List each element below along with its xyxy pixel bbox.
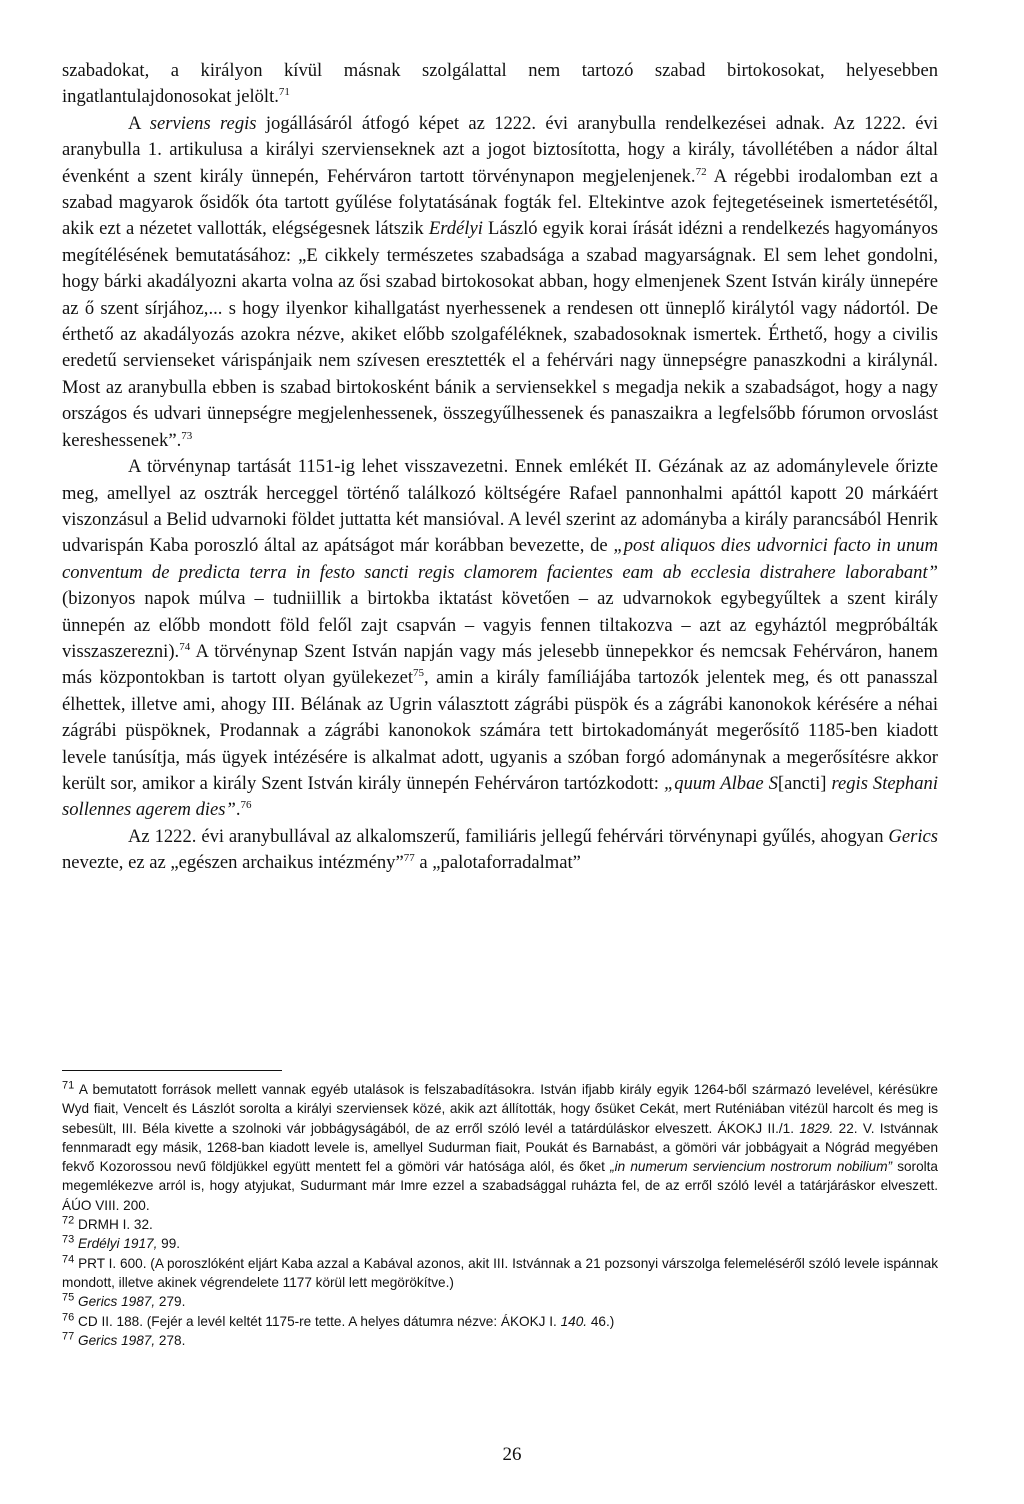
text-run: A bemutatott források mellett vannak egyéb utalások is felszabadításokra. István ifjabb király egyik 1264-ből származó levelével, kérésükre Wyd fiait, Vencelt és Lászlót sorolta a királyi szerviensek közé, akik azt állították, hogy ősüket Cekát, mert Ruténiában vitézül harcolt és meg is sebesült, III. Béla kivette a szolnoki vár jobbágyságából, de az erről szóló levél a tatárdúláskor elveszett. ÁKOKJ II./1. xyxy=(62,1082,938,1136)
footnote xyxy=(62,1312,938,1331)
footnote-ref: 73 xyxy=(181,429,193,442)
footnote xyxy=(62,1254,938,1293)
italic-text: „in numerum serviencium nostrorum nobilium” xyxy=(610,1159,893,1175)
text-run: CD II. 188. (Fejér a levél keltét 1175-re tette. A helyes dátumra nézve: ÁKOKJ I. xyxy=(74,1313,561,1329)
footnote xyxy=(62,1234,938,1253)
text-run: nevezte, ez az „egészen archaikus intézmény” xyxy=(62,852,404,874)
footnote-ref: 72 xyxy=(62,1214,75,1227)
footnote-ref: 75 xyxy=(413,667,425,680)
footnote-separator xyxy=(62,1070,282,1071)
footnote-ref: 74 xyxy=(179,640,191,653)
footnote-ref: 71 xyxy=(62,1079,75,1092)
paragraph xyxy=(62,111,938,454)
body-text xyxy=(62,58,938,877)
italic-text: Gerics 1987, xyxy=(78,1294,156,1310)
page-number: 26 xyxy=(502,1444,522,1465)
text-run: Az 1222. évi aranybullával az alkalomszerű, familiáris jellegű fehérvári törvénynapi gyűlés, ahogyan xyxy=(128,825,889,847)
footnote xyxy=(62,1080,938,1215)
text-run: A törvénynap tartását 1151-ig lehet visszavezetni. Ennek emlékét II. Gézának az az adománylevele őrizte meg, amellyel az osztrák herceggel történő találkozó költségére Rafael pannonhalmi apáttól kapott 20 márkáért viszonzásul a Belid udvarnoki földet juttatta két mansióval. A levél szerint az adományba a király parancsából Henrik udvarispán Kaba poroszló által az apátságot már korábban bevezette, de xyxy=(62,456,938,557)
text-run: 278. xyxy=(155,1332,186,1348)
footnote-ref: 77 xyxy=(62,1330,75,1343)
italic-text: Erdélyi 1917, xyxy=(78,1236,158,1252)
text-run: [ancti] xyxy=(777,772,832,794)
footnote-ref: 74 xyxy=(62,1253,75,1266)
footnote-ref: 77 xyxy=(403,852,415,864)
paragraph xyxy=(62,824,938,877)
text-run: . xyxy=(235,799,241,821)
italic-text: Erdélyi xyxy=(428,218,483,240)
italic-text: „quum Albae S xyxy=(663,772,778,794)
text-run: László egyik korai írását idézni a rendelkezés hagyományos megítélésének bemutatásához: „E cikkely természetes szabadsága a szabad magyarságnak. El sem lehet gondolni, hogy bárki akadályozni akarta volna az ősi szabad birtokosokat abban, hogy elmenjenek Szent István király ünnepére az ő szent sírjához,... s hogy ilyenkor kihallgatást nyerhessenek a rendesen ott ünneplő királytól vagy nádortól. De érthető az akadályozás azokra nézve, akiket előbb szolgaféléknek, szabadosoknak ismertek. Érthető, hogy a civilis eredetű servienseket várispánjaik nem szívesen eresztették el a fehérvári nagy ünnepségre panaszkodni a királynál. Most az aranybulla ebben is szabad birtokosként bánik a serviensekkel s megadja nekik a szabadságot, hogy a nagy országos és udvari ünnepségre megjelenhessenek, összegyűlhessenek és panaszaikra a legfelsőbb fórumon orvoslást kereshessenek”. xyxy=(62,218,939,451)
footnote-ref: 75 xyxy=(62,1291,75,1304)
text-run: 22. V. Istvánnak fennmaradt egy másik, 1268-ban kiadott levele is, amellyel Sudurman fiait, Poukát és Barnabást, a gömöri vár jobbágyait a Nógrád megyében fekvő Kozorossou nevű földjükkel együtt mentett fel a gömöri vár hatósága alól, és őket xyxy=(62,1120,938,1175)
text-run: 99. xyxy=(157,1236,181,1252)
italic-text: serviens regis xyxy=(149,112,257,134)
text-run: PRT I. 600. (A poroszlóként eljárt Kaba azzal a Kabával azonos, akit III. Istvánnak a 21 pozsonyi várszolga felemeléséről szóló levele ispánnak mondott, illetve akinek végrendelete 1177 körül lett megörökítve.) xyxy=(62,1255,938,1290)
footnote-ref: 71 xyxy=(278,86,290,99)
footnote xyxy=(62,1292,938,1311)
text-run: sorolta megemlékezve arról is, hogy atyjukat, Sudurmant már Imre ezzel a szabadsággal ruházta fel, de az erről szóló levél a tatárjáráskor elveszett. ÁÚO VIII. 200. xyxy=(62,1159,938,1213)
text-run: (bizonyos napok múlva – tudniillik a birtokba iktatást követően – az udvarnokok egybegyűltek a szent király ünnepén az előbb mondott föld felől zajt csapván – vagyis fennen tiltakozva – azt az egyháztól megpróbálták visszaszerezni). xyxy=(62,588,938,662)
italic-text: regis Stephani sollennes agerem dies” xyxy=(62,772,938,821)
text-run: 279. xyxy=(155,1294,186,1310)
paragraph xyxy=(62,58,938,111)
footnotes xyxy=(62,1080,938,1350)
italic-text: Gerics 1987, xyxy=(78,1332,156,1348)
footnote-ref: 73 xyxy=(62,1233,75,1246)
paragraph xyxy=(62,454,938,824)
footnote-ref: 76 xyxy=(240,799,252,812)
text-run: DRMH I. 32. xyxy=(74,1217,153,1233)
text-run: 46.) xyxy=(587,1313,615,1329)
text-run: a „palotaforradalmat” xyxy=(414,852,581,874)
text-run: A xyxy=(128,112,150,134)
italic-text: „post aliquos dies udvornici facto in unum conventum de predicta terra in festo sancti regis clamorem facientes eam ab ecclesia distrahere laborabant” xyxy=(62,535,939,583)
text-run: A törvénynap Szent István napján vagy más jelesebb ünnepekkor és nemcsak Fehérváron, hanem más központokban is tartott olyan gyülekezet xyxy=(62,640,938,689)
main-text xyxy=(62,58,938,877)
footnote xyxy=(62,1331,938,1350)
italic-text: 140. xyxy=(560,1313,588,1329)
text-run: szabadokat, a királyon kívül másnak szolgálattal nem tartozó szabad birtokosokat, helyesebben ingatlantulajdonosokat jelölt. xyxy=(62,60,938,108)
text-run: A régebbi irodalomban ezt a szabad magyarok ősidők óta tartott gyűlése folytatásának fogták fel. Eltekintve azok fejtegetéseinek ismertetésétől, akik ezt a nézetet vallották, elégségesnek látszik xyxy=(62,165,938,240)
italic-text: Gerics xyxy=(888,825,938,847)
text-run: jogállásáról átfogó képet az 1222. évi aranybulla rendelkezései adnak. Az 1222. évi aranybulla 1. artikulusa a királyi szervienseknek azt a jogot biztosította, hogy a király, távollétében a nádor által évenként a szent király ünnepén, Fehérváron tartott törvénynapon megjelenjenek. xyxy=(62,112,938,187)
italic-text: 1829. xyxy=(799,1120,834,1136)
footnote xyxy=(62,1215,938,1234)
footnote-ref: 76 xyxy=(62,1311,75,1324)
text-run: , amin a király famíliájába tartozók jelentek meg, és ott panasszal élhettek, illetve ami, ahogy III. Bélának az Ugrin választott zágrábi püspök és a zágrábi kanonokok kérésére a néhai zágrábi püspöknek, Prodannak a zágrábi kanonokok számára tett birtokadományát megerősítő 1185-ben kiadott levele tanúsítja, más ügyek intézésére is alkalmat adott, ugyanis a szóban forgó adománynak a megerősítésre akkor került sor, amikor a király Szent István király ünnepén Fehérváron tartózkodott: xyxy=(62,667,939,794)
footnote-ref: 72 xyxy=(695,165,707,178)
